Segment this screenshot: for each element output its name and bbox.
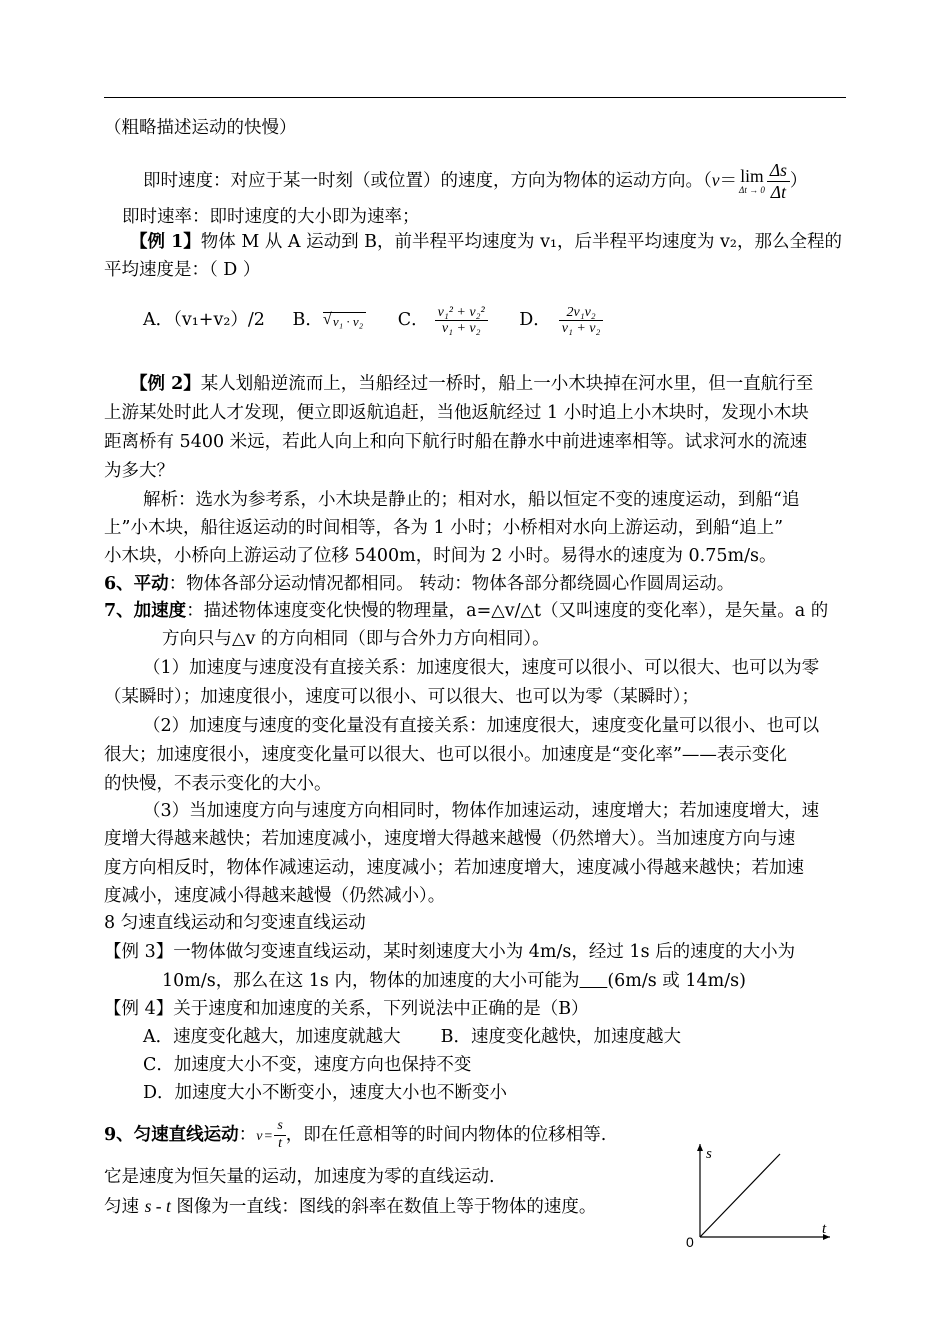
example2-solution-line2: 上”小木块，船往返运动的时间相等，各为 1 小时；小桥相对水向上游运动，到船“追上” [104,518,784,538]
instant-speed-close: ） [789,171,808,191]
formula-v: v [711,170,720,190]
origin-label: 0 [686,1234,694,1250]
instant-rate-line: 即时速率：即时速度的大小即为速率； [122,207,420,227]
answer-blank [579,971,607,991]
ds-dt-fraction: $\frac{\Delta s}{\Delta t}$ [767,160,790,203]
example2-line2: 上游某处时此人才发现，便立即返航追赶，当他返航经过 1 小时追上小木块时，发现小木块 [104,403,809,423]
option-b-label: B． [292,310,323,331]
section7-point3-line1: （3）当加速度方向与速度方向相同时，物体作加速运动，速度增大；若加速度增大，速 [143,801,820,821]
section7-line2: 方向只与△v 的方向相同（即与合外力方向相同）。 [162,629,550,649]
formula-eq: ＝ [719,170,738,190]
example1-line1: 【例 1】物体 M 从 A 运动到 B，前半程平均速度为 v₁，后半程平均速度为 v₂，那么全程的 [130,232,842,252]
intro-line: （粗略描述运动的快慢） [104,118,297,138]
s-axis-label: s [706,1146,712,1162]
example4-option-c: C．加速度大小不变，速度方向也保持不变 [143,1055,472,1075]
s-axis-arrow [697,1144,703,1151]
example3-line1: 【例 3】一物体做匀变速直线运动，某时刻速度大小为 4m/s，经过 1s 后的速度的大小为 [104,942,796,962]
example4-options-ab [143,1027,681,1048]
section7-point3-line3: 度方向相反时，物体作减速运动，速度减小；若加速度增大，速度减小得越来越快；若加速 [104,858,804,878]
section7-point2-line2: 很大；加速度很小，速度变化量可以很大、也可以很小。加速度是“变化率”——表示变化 [104,745,787,765]
section8-title: 8 匀速直线运动和匀变速直线运动 [104,913,366,933]
section9-line2: 它是速度为恒矢量的运动，加速度为零的直线运动. [104,1167,495,1187]
t-axis-label: t [822,1221,827,1237]
example4-option-d: D．加速度大小不断变小，速度大小也不断变小 [143,1083,508,1103]
option-b-sqrt: √ v₁ · v₂ [323,312,366,329]
s-t-line [700,1154,780,1237]
example4-option-b: B．速度变化越快，加速度越大 [440,1027,681,1047]
option-c-fraction: $\frac{\text{v₁² + v₂²}}{\text{v₁ + v₂}}$ [435,305,488,337]
section7-point2-line3: 的快慢，不表示变化的大小。 [104,774,332,794]
instant-speed-text: 即时速度：对应于某一时刻（或位置）的速度，方向为物体的运动方向。（ [143,171,712,191]
instant-speed-definition [143,160,807,203]
header-rule [104,97,846,98]
s-over-t-fraction: $\frac{s}{t}$ [274,1118,285,1153]
formula-v-uniform: v [256,1128,263,1144]
example2-line1: 【例 2】某人划船逆流而上，当船经过一桥时，船上一小木块掉在河水里，但一直航行至 [130,374,814,394]
section7-point2-line1: （2）加速度与速度的变化量没有直接关系：加速度很大，速度变化量可以很小、也可以 [143,716,820,736]
example2-solution-line3: 小木块，小桥向上游运动了位移 5400m，时间为 2 小时。易得水的速度为 0.75m/s。 [104,546,777,566]
example4-question: 【例 4】关于速度和加速度的关系，下列说法中正确的是（B） [104,999,589,1019]
s-t-graph [684,1140,834,1250]
section9-line3: 匀速 s - t 图像为一直线：图线的斜率在数值上等于物体的速度。 [104,1196,597,1217]
example4-option-a: A．速度变化越大，加速度就越大 [143,1027,401,1047]
example1-line2: 平均速度是：（ D ） [104,260,261,280]
example1-options [143,305,603,337]
section7-point3-line4: 度减小，速度减小得越来越慢（仍然减小）。 [104,886,446,906]
section7-point3-line2: 度增大得越来越快；若加速度减小，速度增大得越来越慢（仍然增大）。当加速度方向与速 [104,829,796,849]
section7-point1-line1: （1）加速度与速度没有直接关系：加速度很大，速度可以很小、可以很大、也可以为零 [143,658,820,678]
section9-line1: 9、匀速直线运动：v = $\frac{s}{t}$ ，即在任意相等的时间内物体的位移相等. [104,1118,607,1151]
section6-line: 6、平动：物体各部分运动情况都相同。 转动：物体各部分都绕圆心作圆周运动。 [104,574,735,594]
example2-line4: 为多大？ [104,461,174,481]
example2-solution-line1: 解析：选水为参考系，小木块是静止的；相对水，船以恒定不变的速度运动，到船“追 [143,490,800,510]
example2-line3: 距离桥有 5400 米远，若此人向上和向下航行时船在静水中前进速率相等。试求河水的流速 [104,432,808,452]
limit-operator: lim Δt → 0 [739,166,765,195]
option-a: A．（v₁+v₂）/2 [143,310,265,331]
option-d-fraction: $\frac{\text{2v₁v₂}}{\text{v₁ + v₂}}$ [559,305,604,337]
section7-point1-line2: （某瞬时）；加速度很小，速度可以很小、可以很大、也可以为零（某瞬时）； [104,687,699,707]
example3-line2: 10m/s，那么在这 1s 内，物体的加速度的大小可能为 (6m/s 或 14m/s) [162,971,746,991]
option-c-label: C． [397,310,429,331]
option-d-label: D． [519,310,551,331]
section7-line1: 7、加速度：描述物体速度变化快慢的物理量，a=△v/△t（又叫速度的变化率），是矢量。a 的 [104,601,829,621]
